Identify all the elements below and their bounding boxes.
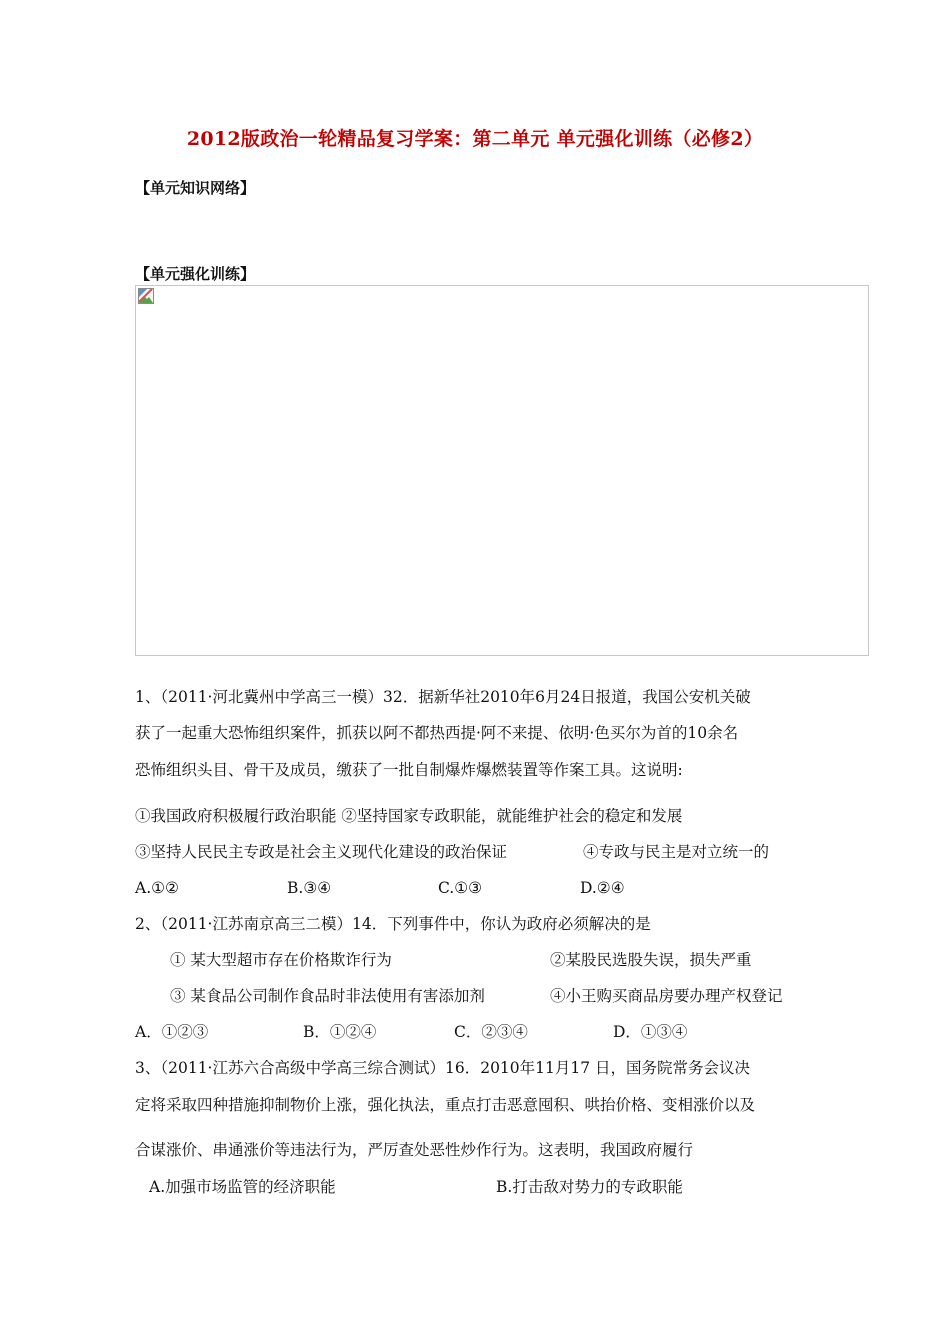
section-unit-training: 【单元强化训练】 [135, 265, 256, 283]
q2-statement-3: ③ 某食品公司制作食品时非法使用有害添加剂 [170, 987, 485, 1005]
q3-option-a: A.加强市场监管的经济职能 [149, 1178, 336, 1196]
q2-stem: 2、（2011·江苏南京高三二模）14．下列事件中，你认为政府必须解决的是 [135, 915, 651, 933]
document-title: 2012版政治一轮精品复习学案：第二单元 单元强化训练（必修2） [186, 128, 764, 150]
q2-option-a: A．①②③ [135, 1023, 209, 1041]
image-placeholder [135, 285, 869, 656]
q1-option-b: B.③④ [287, 879, 332, 897]
q2-statement-1: ① 某大型超市存在价格欺诈行为 [170, 951, 392, 969]
q2-option-b: B．①②④ [303, 1023, 377, 1041]
q1-stem-line2: 获了一起重大恐怖组织案件，抓获以阿不都热西提·阿不来提、依明·色买尔为首的10余名 [135, 724, 739, 742]
q1-option-c: C.①③ [438, 879, 483, 897]
q1-option-d: D.②④ [580, 879, 625, 897]
q2-statement-4: ④小王购买商品房要办理产权登记 [550, 987, 783, 1005]
q1-statement-1-2: ①我国政府积极履行政治职能 ②坚持国家专政职能，就能维护社会的稳定和发展 [135, 807, 683, 825]
q1-option-a: A.①② [135, 879, 179, 897]
q1-statement-4: ④专政与民主是对立统一的 [583, 843, 770, 861]
broken-image-icon [138, 288, 154, 304]
q2-statement-2: ②某股民选股失误，损失严重 [550, 951, 752, 969]
q1-statement-3: ③坚持人民民主专政是社会主义现代化建设的政治保证 [135, 843, 508, 861]
q2-option-d: D．①③④ [613, 1023, 688, 1041]
q3-option-b: B.打击敌对势力的专政职能 [496, 1178, 683, 1196]
q3-stem-line2: 定将采取四种措施抑制物价上涨，强化执法，重点打击恶意囤积、哄抬价格、变相涨价以及 [135, 1096, 756, 1114]
q3-stem-line3: 合谋涨价、串通涨价等违法行为，严厉查处恶性炒作行为。这表明，我国政府履行 [135, 1141, 694, 1159]
q1-stem-line3: 恐怖组织头目、骨干及成员，缴获了一批自制爆炸爆燃装置等作案工具。这说明: [135, 761, 683, 779]
q3-stem-line1: 3、（2011·江苏六合高级中学高三综合测试）16．2010年11月17 日，国务院常务会议决 [135, 1059, 751, 1077]
section-knowledge-network: 【单元知识网络】 [135, 179, 256, 197]
q1-stem-line1: 1、（2011·河北冀州中学高三一模）32．据新华社2010年6月24日报道，我国公安机关破 [135, 688, 751, 706]
q2-option-c: C．②③④ [454, 1023, 528, 1041]
